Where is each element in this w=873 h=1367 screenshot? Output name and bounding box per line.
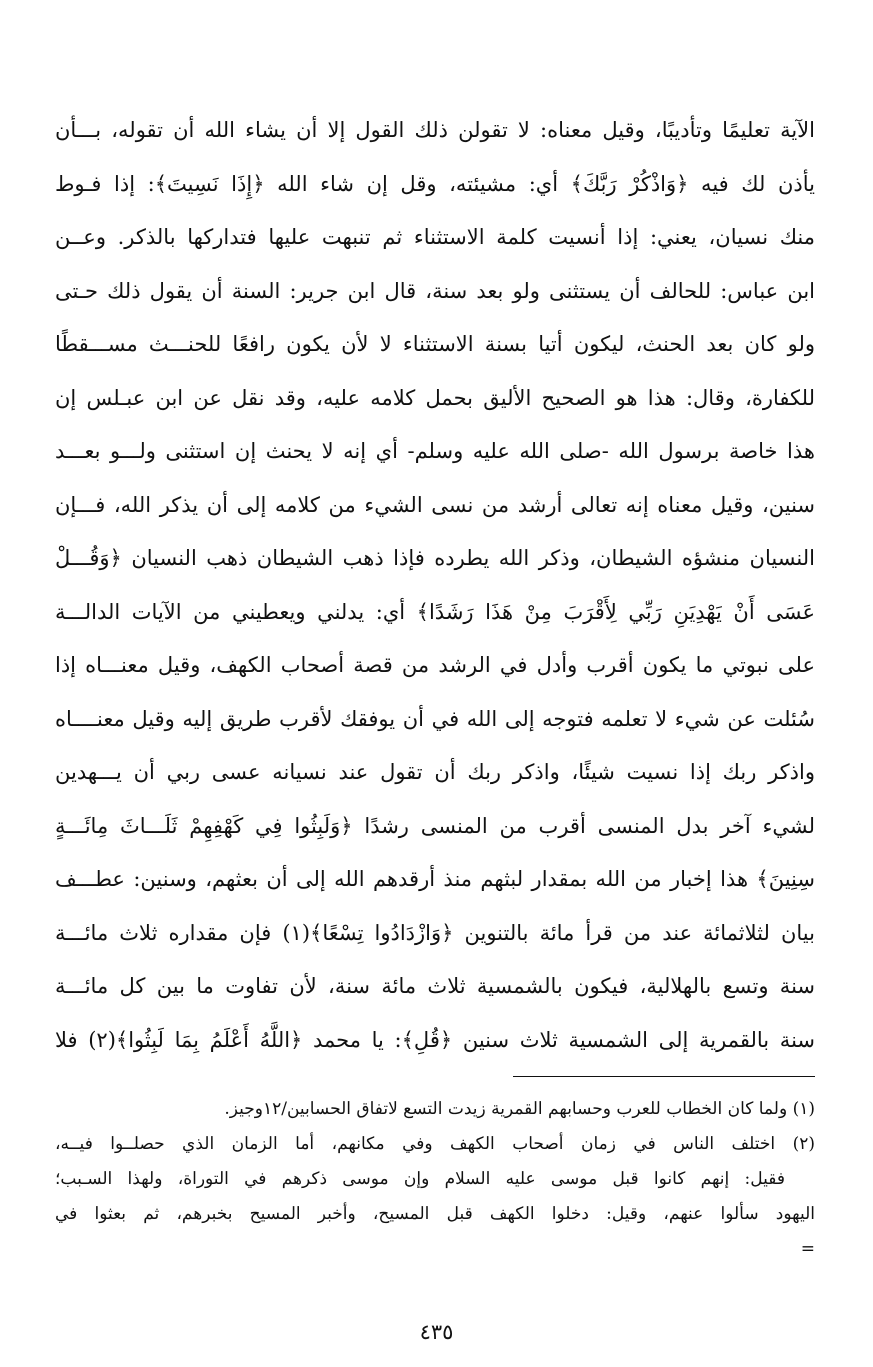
text-line: النسيان منشؤه الشيطان، وذكر الله يطرده فإذا ذهب الشيطان ذهب النسيان ﴿وَقُـــلْ — [55, 546, 815, 570]
text-line: منك نسيان، يعني: إذا أنسيت كلمة الاستثناء ثم تنبهت عليها فتداركها بالذكر. وعــن — [55, 225, 815, 249]
footnotes-section — [55, 1092, 815, 1267]
text-line: ابن عباس: للحالف أن يستثنى ولو بعد سنة، قال ابن جرير: السنة أن يقول ذلك حـتى — [55, 278, 815, 303]
text-line: هذا خاصة برسول الله -صلى الله عليه وسلم- أي إنه لا يحنث إن استثنى ولـــو بعـــد — [55, 439, 815, 463]
text-line: سنة وتسع بالهلالية، فيكون بالشمسية ثلاث مائة سنة، لأن تفاوت ما بين كل مائـــة — [55, 974, 815, 998]
text-line: سُئلت عن شيء لا تعلمه فتوجه إلى الله في أن يوفقك لأقرب طريق إليه وقيل معنــــاه — [55, 706, 815, 731]
text-line: على نبوتي ما يكون أقرب وأدل في الرشد من قصة أصحاب الكهف، وقيل معنـــاه إذا — [55, 653, 815, 677]
text-line: لشيء آخر بدل المنسى أقرب من المنسى رشدًا ﴿وَلَبِثُوا فِي كَهْفِهِمْ ثَلَـــاثَ مِائَـــةٍ — [55, 813, 815, 838]
text-line: بيان لثلاثمائة عند من قرأ مائة بالتنوين ﴿وَازْدَادُوا تِسْعًا﴾(١) فإن مقداره ثلاث مائـــة — [55, 920, 815, 945]
page-number: ٤٣٥ — [419, 1320, 454, 1344]
footnote-separator — [513, 1076, 815, 1077]
text-line: الآية تعليمًا وتأديبًا، وقيل معناه: لا تقولن ذلك القول إلا أن يشاء الله أن تقوله، بـــأن — [55, 118, 815, 142]
footnote-continuation-mark: = — [800, 1239, 815, 1259]
text-line: عَسَى أَنْ يَهْدِيَنِ رَبِّي لِأَقْرَبَ مِنْ هَذَا رَشَدًا﴾ أي: يدلني ويعطيني من الآيات الدالـــة — [55, 599, 815, 624]
footnote-2-continuation: فقيل: إنهم كانوا قبل موسى عليه السلام وإن موسى ذكرهم في التوراة، ولهذا السـبب؛ — [55, 1169, 785, 1189]
text-line: واذكر ربك إذا نسيت شيئًا، واذكر ربك أن تقول عند نسيانه عسى ربي أن يـــهدين — [55, 760, 815, 784]
text-line: سنين، وقيل معناه إنه تعالى أرشد من نسى الشيء من كلامه إلى أن يذكر الله، فـــإن — [55, 492, 815, 517]
text-line: ولو كان بعد الحنث، ليكون أتيا بسنة الاستثناء لا لأن يكون رافعًا للحنـــث مســـقطًا — [55, 332, 815, 356]
text-line: سنة بالقمرية إلى الشمسية ثلاث سنين ﴿قُلِ﴾: يا محمد ﴿اللَّهُ أَعْلَمُ بِمَا لَبِثُوا﴾(٢) فلا — [55, 1027, 815, 1052]
text-line: سِنِينَ﴾ هذا إخبار من الله بمقدار لبثهم منذ أرقدهم الله إلى أن بعثهم، وسنين: عطـــف — [55, 867, 815, 891]
text-line: يأذن لك فيه ﴿وَاذْكُرْ رَبَّكَ﴾ أي: مشيئته، وقل إن شاء الله ﴿إِذَا نَسِيتَ﴾: إذا فـوط — [55, 171, 815, 196]
footnote-1: (١) ولما كان الخطاب للعرب وحسابهم القمرية زيدت التسع لاتفاق الحسابين/١٢وجيز. — [224, 1099, 815, 1119]
footnote-2-continuation: اليهود سألوا عنهم، وقيل: دخلوا الكهف قبل المسيح، وأخبر المسيح بخبرهم، ثم بعثوا في — [55, 1204, 815, 1224]
footnote-2: (٢) اختلف الناس في زمان أصحاب الكهف وفي مكانهم، أما الزمان الذي حصلــوا فيــه، — [55, 1134, 815, 1154]
main-text-body — [55, 104, 815, 1067]
text-line: للكفارة، وقال: هذا هو الصحيح الأليق بحمل كلامه عليه، وقد نقل عن ابن عبـلس إن — [55, 385, 815, 410]
